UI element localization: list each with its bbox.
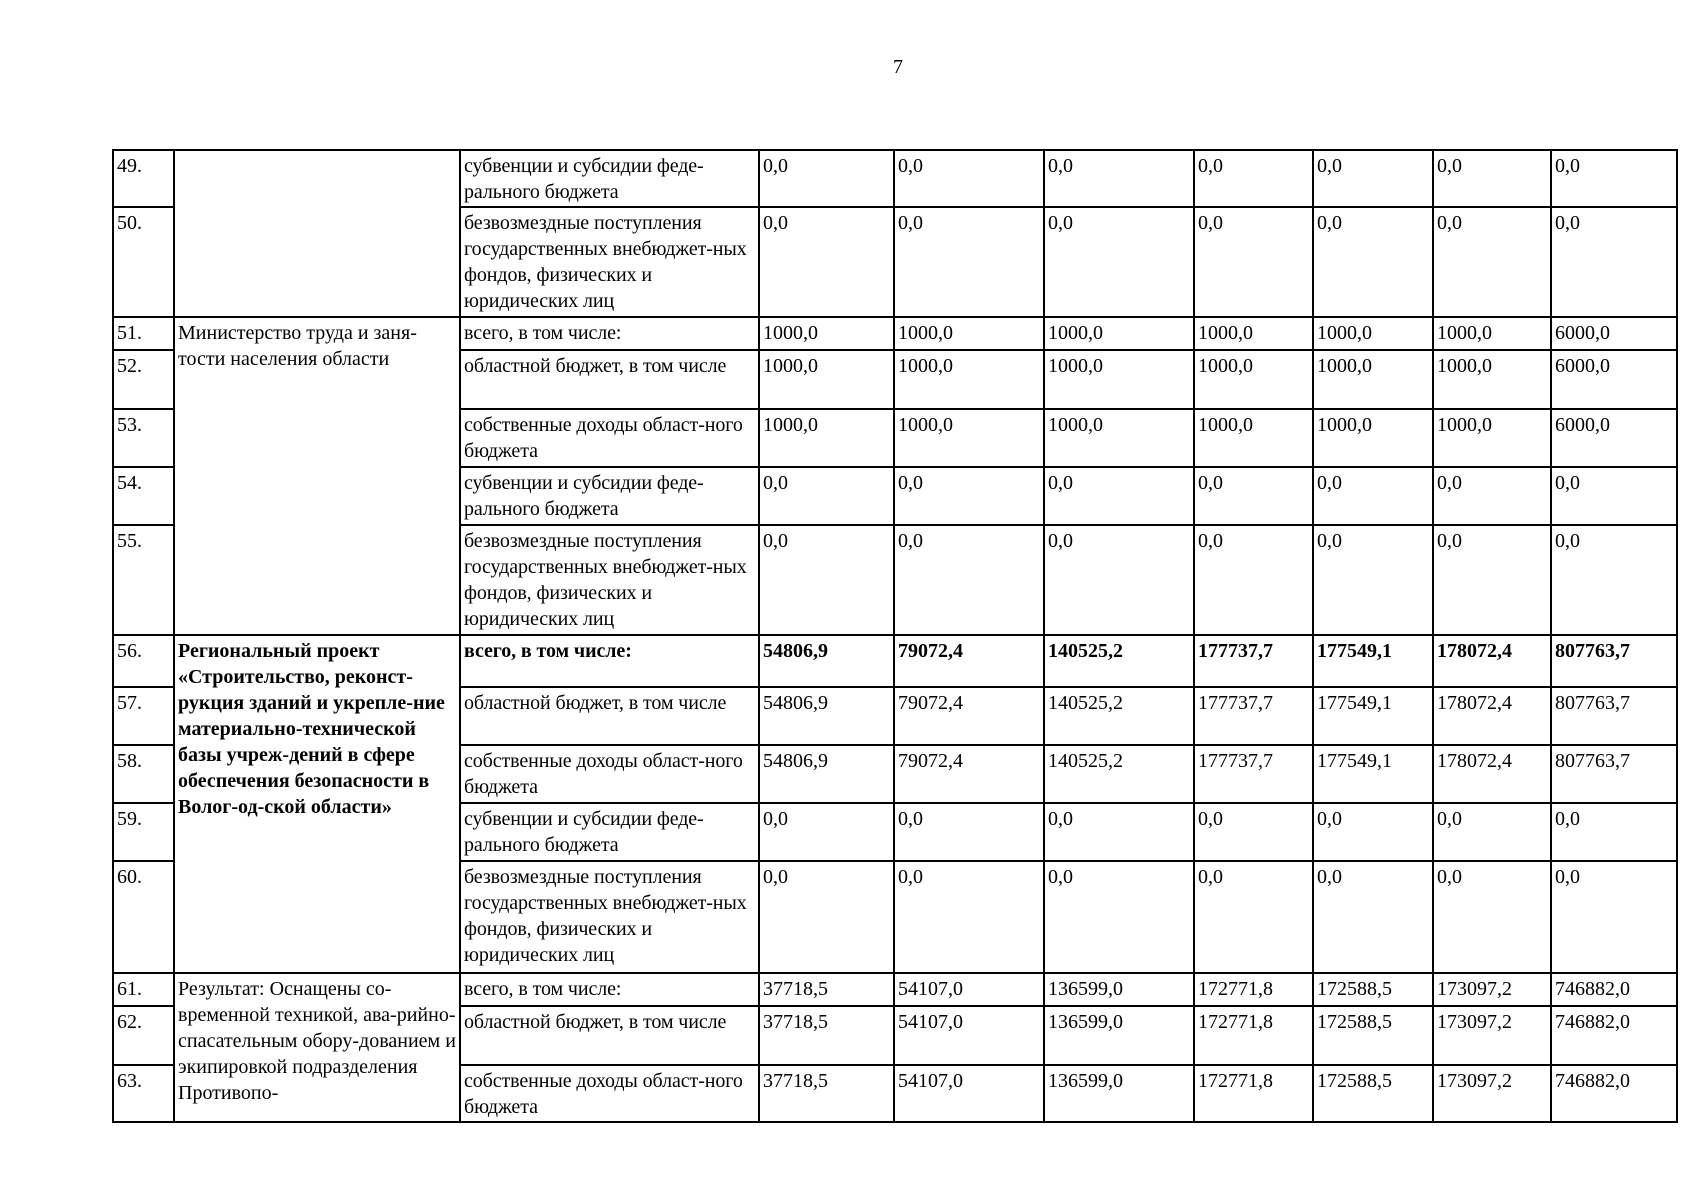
value-cell: 177737,7: [1194, 635, 1313, 687]
row-number-cell: 52.: [113, 350, 174, 409]
row-number-cell: 59.: [113, 803, 174, 861]
value-cell: 6000,0: [1551, 317, 1677, 350]
funding-source-cell: всего, в том числе:: [460, 635, 759, 687]
value-cell: 37718,5: [759, 973, 894, 1006]
value-cell: 0,0: [894, 803, 1044, 861]
funding-source-cell: всего, в том числе:: [460, 317, 759, 350]
value-cell: 140525,2: [1044, 687, 1194, 745]
value-cell: 54806,9: [759, 687, 894, 745]
value-cell: 0,0: [1551, 525, 1677, 635]
row-number-cell: 50.: [113, 207, 174, 317]
table-row: [113, 317, 1677, 350]
value-cell: 178072,4: [1433, 745, 1551, 803]
value-cell: 0,0: [1433, 861, 1551, 973]
value-cell: 0,0: [1194, 150, 1313, 207]
value-cell: 0,0: [759, 467, 894, 525]
value-cell: 0,0: [894, 150, 1044, 207]
value-cell: 0,0: [1433, 467, 1551, 525]
value-cell: 0,0: [1433, 803, 1551, 861]
value-cell: 0,0: [1194, 861, 1313, 973]
value-cell: 0,0: [1044, 525, 1194, 635]
value-cell: 79072,4: [894, 687, 1044, 745]
value-cell: 0,0: [1551, 803, 1677, 861]
value-cell: 54806,9: [759, 745, 894, 803]
value-cell: 0,0: [1313, 150, 1433, 207]
value-cell: 0,0: [1433, 207, 1551, 317]
funding-source-cell: областной бюджет, в том числе: [460, 1006, 759, 1065]
funding-source-cell: субвенции и субсидии феде-рального бюджета: [460, 150, 759, 207]
value-cell: 1000,0: [1194, 350, 1313, 409]
value-cell: 140525,2: [1044, 635, 1194, 687]
value-cell: 0,0: [1551, 150, 1677, 207]
value-cell: 0,0: [894, 207, 1044, 317]
entity-cell: Министерство труда и заня-тости населения области: [174, 317, 460, 635]
row-number-cell: 56.: [113, 635, 174, 687]
funding-source-cell: безвозмездные поступления государственных внебюджет-ных фондов, физических и юридических лиц: [460, 207, 759, 317]
value-cell: 177737,7: [1194, 745, 1313, 803]
funding-source-cell: субвенции и субсидии феде-рального бюджета: [460, 467, 759, 525]
value-cell: 136599,0: [1044, 1006, 1194, 1065]
funding-source-cell: собственные доходы област-ного бюджета: [460, 409, 759, 467]
funding-source-cell: областной бюджет, в том числе: [460, 687, 759, 745]
row-number-cell: 54.: [113, 467, 174, 525]
value-cell: 1000,0: [894, 350, 1044, 409]
value-cell: 1000,0: [894, 409, 1044, 467]
value-cell: 0,0: [759, 525, 894, 635]
value-cell: 746882,0: [1551, 1006, 1677, 1065]
value-cell: 140525,2: [1044, 745, 1194, 803]
value-cell: 0,0: [1313, 861, 1433, 973]
page-number: 7: [893, 56, 903, 78]
funding-source-cell: собственные доходы област-ного бюджета: [460, 745, 759, 803]
value-cell: 177549,1: [1313, 687, 1433, 745]
value-cell: 0,0: [1313, 467, 1433, 525]
budget-table: [112, 149, 1678, 1123]
table-row: [113, 973, 1677, 1006]
value-cell: 6000,0: [1551, 409, 1677, 467]
value-cell: 173097,2: [1433, 1006, 1551, 1065]
row-number-cell: 53.: [113, 409, 174, 467]
value-cell: 0,0: [1194, 207, 1313, 317]
entity-cell: Результат: Оснащены со-временной техникой, ава-рийно-спасательным обору-дованием и экипировкой подразделения Противопо-: [174, 973, 460, 1122]
value-cell: 0,0: [759, 803, 894, 861]
value-cell: 0,0: [759, 207, 894, 317]
row-number-cell: 51.: [113, 317, 174, 350]
value-cell: 0,0: [1044, 207, 1194, 317]
entity-cell: [174, 150, 460, 317]
value-cell: 173097,2: [1433, 973, 1551, 1006]
value-cell: 177549,1: [1313, 635, 1433, 687]
row-number-cell: 55.: [113, 525, 174, 635]
value-cell: 172771,8: [1194, 1065, 1313, 1122]
value-cell: 136599,0: [1044, 1065, 1194, 1122]
value-cell: 0,0: [759, 150, 894, 207]
value-cell: 0,0: [1044, 803, 1194, 861]
value-cell: 0,0: [894, 525, 1044, 635]
row-number-cell: 63.: [113, 1065, 174, 1122]
entity-cell: Региональный проект «Строительство, реконст-рукция зданий и укрепле-ние материально-технической базы учреж-дений в сфере обеспечения безопасности в Волог-од-ской области»: [174, 635, 460, 973]
value-cell: 746882,0: [1551, 973, 1677, 1006]
value-cell: 172588,5: [1313, 973, 1433, 1006]
value-cell: 79072,4: [894, 745, 1044, 803]
value-cell: 1000,0: [1313, 409, 1433, 467]
value-cell: 807763,7: [1551, 635, 1677, 687]
value-cell: 173097,2: [1433, 1065, 1551, 1122]
value-cell: 1000,0: [1044, 409, 1194, 467]
value-cell: 1000,0: [1044, 350, 1194, 409]
row-number-cell: 57.: [113, 687, 174, 745]
value-cell: 1000,0: [1313, 317, 1433, 350]
value-cell: 54107,0: [894, 1006, 1044, 1065]
row-number-cell: 62.: [113, 1006, 174, 1065]
value-cell: 177737,7: [1194, 687, 1313, 745]
value-cell: 172588,5: [1313, 1065, 1433, 1122]
value-cell: 178072,4: [1433, 687, 1551, 745]
value-cell: 0,0: [1433, 150, 1551, 207]
value-cell: 177549,1: [1313, 745, 1433, 803]
value-cell: 54107,0: [894, 973, 1044, 1006]
row-number-cell: 60.: [113, 861, 174, 973]
value-cell: 1000,0: [759, 350, 894, 409]
value-cell: 37718,5: [759, 1065, 894, 1122]
value-cell: 1000,0: [1433, 350, 1551, 409]
value-cell: 0,0: [1433, 525, 1551, 635]
value-cell: 172771,8: [1194, 973, 1313, 1006]
table-row: [113, 635, 1677, 687]
value-cell: 172588,5: [1313, 1006, 1433, 1065]
value-cell: 807763,7: [1551, 687, 1677, 745]
row-number-cell: 49.: [113, 150, 174, 207]
value-cell: 37718,5: [759, 1006, 894, 1065]
value-cell: 0,0: [1044, 150, 1194, 207]
value-cell: 0,0: [1551, 467, 1677, 525]
funding-source-cell: всего, в том числе:: [460, 973, 759, 1006]
value-cell: 0,0: [1313, 803, 1433, 861]
value-cell: 0,0: [1313, 207, 1433, 317]
value-cell: 1000,0: [759, 317, 894, 350]
value-cell: 1000,0: [1194, 409, 1313, 467]
value-cell: 1000,0: [894, 317, 1044, 350]
value-cell: 54107,0: [894, 1065, 1044, 1122]
funding-source-cell: субвенции и субсидии феде-рального бюджета: [460, 803, 759, 861]
table-row: [113, 150, 1677, 207]
funding-source-cell: безвозмездные поступления государственных внебюджет-ных фондов, физических и юридических лиц: [460, 525, 759, 635]
funding-source-cell: собственные доходы област-ного бюджета: [460, 1065, 759, 1122]
funding-source-cell: безвозмездные поступления государственных внебюджет-ных фондов, физических и юридических лиц: [460, 861, 759, 973]
value-cell: 178072,4: [1433, 635, 1551, 687]
value-cell: 1000,0: [1433, 317, 1551, 350]
value-cell: 0,0: [1313, 525, 1433, 635]
value-cell: 0,0: [759, 861, 894, 973]
value-cell: 6000,0: [1551, 350, 1677, 409]
value-cell: 1000,0: [1194, 317, 1313, 350]
value-cell: 807763,7: [1551, 745, 1677, 803]
value-cell: 746882,0: [1551, 1065, 1677, 1122]
value-cell: 0,0: [1194, 467, 1313, 525]
value-cell: 0,0: [1044, 467, 1194, 525]
funding-source-cell: областной бюджет, в том числе: [460, 350, 759, 409]
value-cell: 54806,9: [759, 635, 894, 687]
value-cell: 0,0: [1194, 525, 1313, 635]
value-cell: 0,0: [1044, 861, 1194, 973]
value-cell: 1000,0: [1313, 350, 1433, 409]
value-cell: 0,0: [894, 861, 1044, 973]
value-cell: 0,0: [1194, 803, 1313, 861]
row-number-cell: 58.: [113, 745, 174, 803]
value-cell: 1000,0: [1433, 409, 1551, 467]
row-number-cell: 61.: [113, 973, 174, 1006]
value-cell: 172771,8: [1194, 1006, 1313, 1065]
value-cell: 1000,0: [759, 409, 894, 467]
value-cell: 0,0: [894, 467, 1044, 525]
value-cell: 79072,4: [894, 635, 1044, 687]
value-cell: 136599,0: [1044, 973, 1194, 1006]
value-cell: 0,0: [1551, 207, 1677, 317]
value-cell: 0,0: [1551, 861, 1677, 973]
value-cell: 1000,0: [1044, 317, 1194, 350]
